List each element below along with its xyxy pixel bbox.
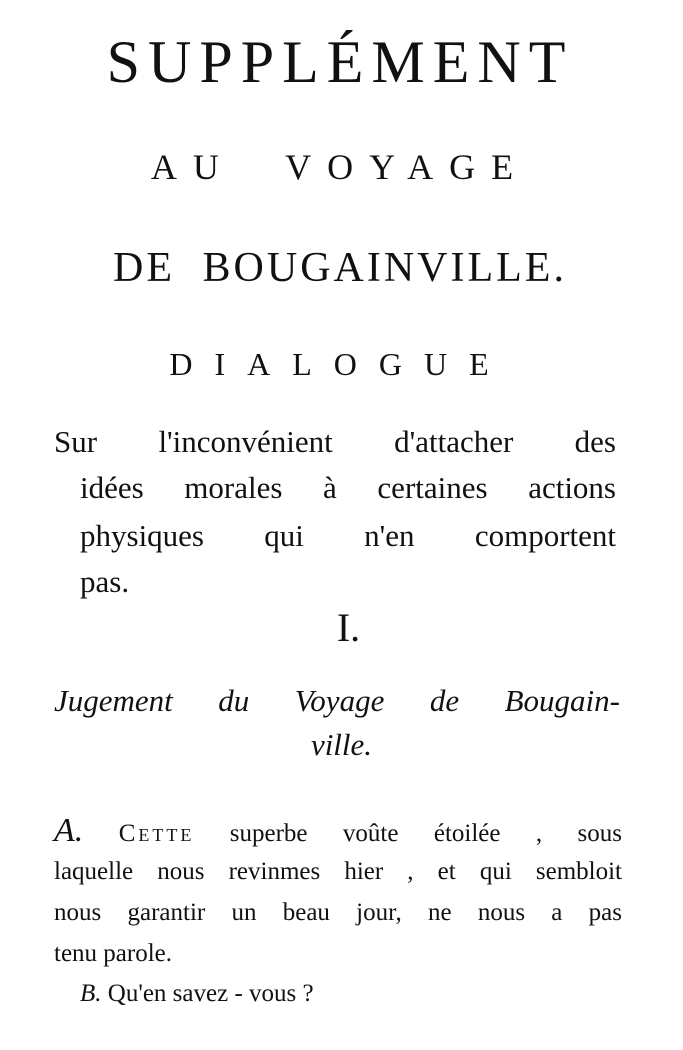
first-word: Cette xyxy=(118,820,195,847)
subtitle-line-3: physiques qui n'en comportent xyxy=(80,518,616,553)
body-line-4: tenu parole. xyxy=(54,940,173,967)
subtitle-line-1: Sur l'inconvénient d'attacher des xyxy=(54,424,616,459)
section-number: I. xyxy=(336,605,361,650)
subtitle-line-2: idées morales à certaines actions xyxy=(80,470,616,505)
body-line-5-text: Qu'en savez - vous ? xyxy=(101,980,314,1007)
body-line-1-text: superbe voûte étoilée , sous xyxy=(194,820,622,847)
title-line-supplement: SUPPLÉMENT xyxy=(106,29,574,95)
section-heading-line-2: ville. xyxy=(310,727,373,762)
body-line-5 xyxy=(80,975,314,1013)
body-line-2: laquelle nous revinmes hier , et qui sembloit xyxy=(54,858,622,885)
title-line-au-voyage: AU VOYAGE xyxy=(150,147,530,187)
dialogue-heading: DIALOGUE xyxy=(169,346,511,382)
title-line-de-bougainville: DE BOUGAINVILLE. xyxy=(113,245,567,291)
subtitle-line-4: pas. xyxy=(80,564,130,599)
speaker-b-label: B. xyxy=(80,980,102,1007)
speaker-a-label: A. xyxy=(54,812,84,849)
body-line-1 xyxy=(54,812,622,853)
section-heading-line-1: Jugement du Voyage de Bougain- xyxy=(54,683,620,718)
body-line-3: nous garantir un beau jour, ne nous a pas xyxy=(54,899,622,926)
